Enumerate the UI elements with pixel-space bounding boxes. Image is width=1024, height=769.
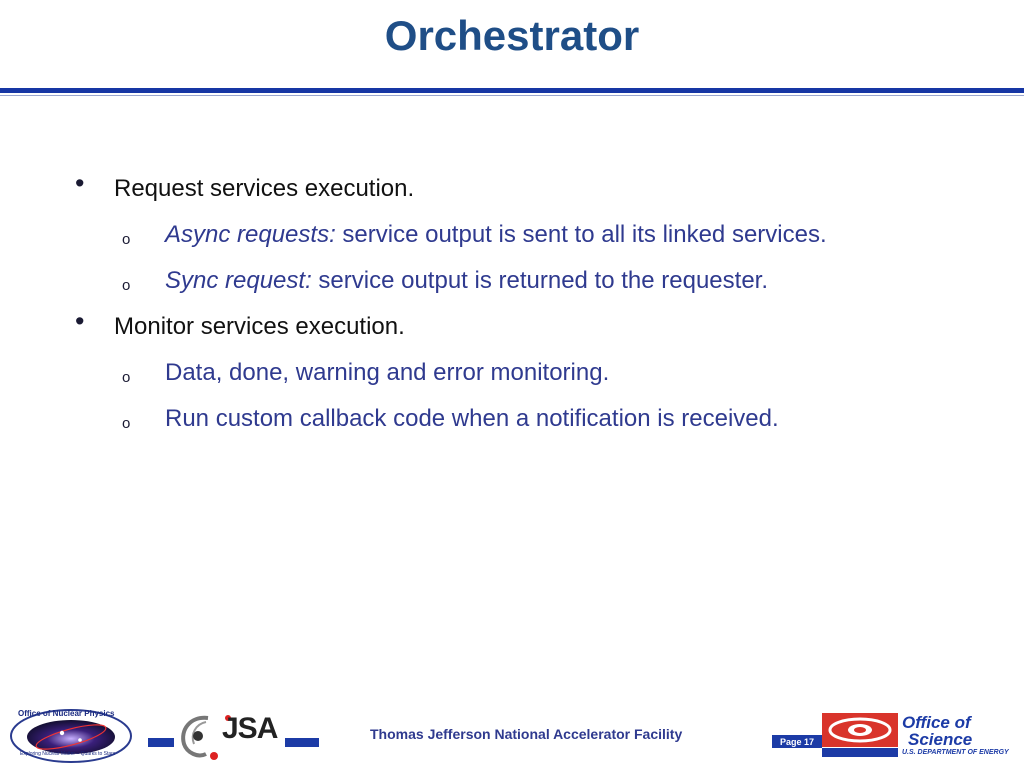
- sub-bullet-icon: o: [122, 415, 131, 432]
- title-divider: [0, 88, 1024, 93]
- sub-bullet-text: Data, done, warning and error monitoring.: [165, 359, 610, 386]
- sub-bullet-text: [165, 267, 768, 295]
- bullet-icon: •: [75, 168, 85, 198]
- nuclear-logo-text: Office of Nuclear Physics: [18, 709, 115, 718]
- footer-bar-left: [148, 738, 174, 747]
- bullet-text: Request services execution.: [114, 175, 415, 202]
- science-logo-line1: Office of: [902, 713, 971, 732]
- nuclear-physics-logo: [8, 706, 134, 764]
- sub-bullet-body: service output is returned to the requester.: [311, 267, 769, 294]
- facility-name: Thomas Jefferson National Accelerator Facility: [370, 726, 683, 742]
- science-logo-line2: Science: [908, 730, 973, 749]
- sub-bullet-text: [165, 221, 827, 249]
- nuclear-logo-tagline: Exploring Nuclear Matter – Quarks to Stars: [20, 751, 116, 757]
- bullet-icon: •: [75, 306, 85, 336]
- page-number: Page 17: [772, 735, 822, 748]
- sub-bullet-emphasis: Sync request:: [165, 267, 312, 294]
- slide-title: Orchestrator: [384, 12, 640, 59]
- sub-bullet-emphasis: Async requests:: [165, 221, 336, 248]
- science-logo-bar: [822, 748, 898, 757]
- title-divider-thin: [0, 95, 1024, 96]
- sub-bullet-icon: o: [122, 277, 131, 294]
- sub-bullet-body: service output is sent to all its linked services.: [335, 221, 827, 248]
- jsa-logo-text: JSA: [222, 712, 278, 745]
- jsa-logo: [176, 708, 286, 764]
- science-logo-line3: U.S. DEPARTMENT OF ENERGY: [902, 749, 1009, 756]
- bullet-text: Monitor services execution.: [114, 313, 405, 340]
- footer-bar-mid: [285, 738, 319, 747]
- sub-bullet-text: Run custom callback code when a notification is received.: [165, 405, 779, 432]
- sub-bullet-icon: o: [122, 231, 131, 248]
- office-of-science-logo: [822, 713, 1022, 763]
- sub-bullet-icon: o: [122, 369, 131, 386]
